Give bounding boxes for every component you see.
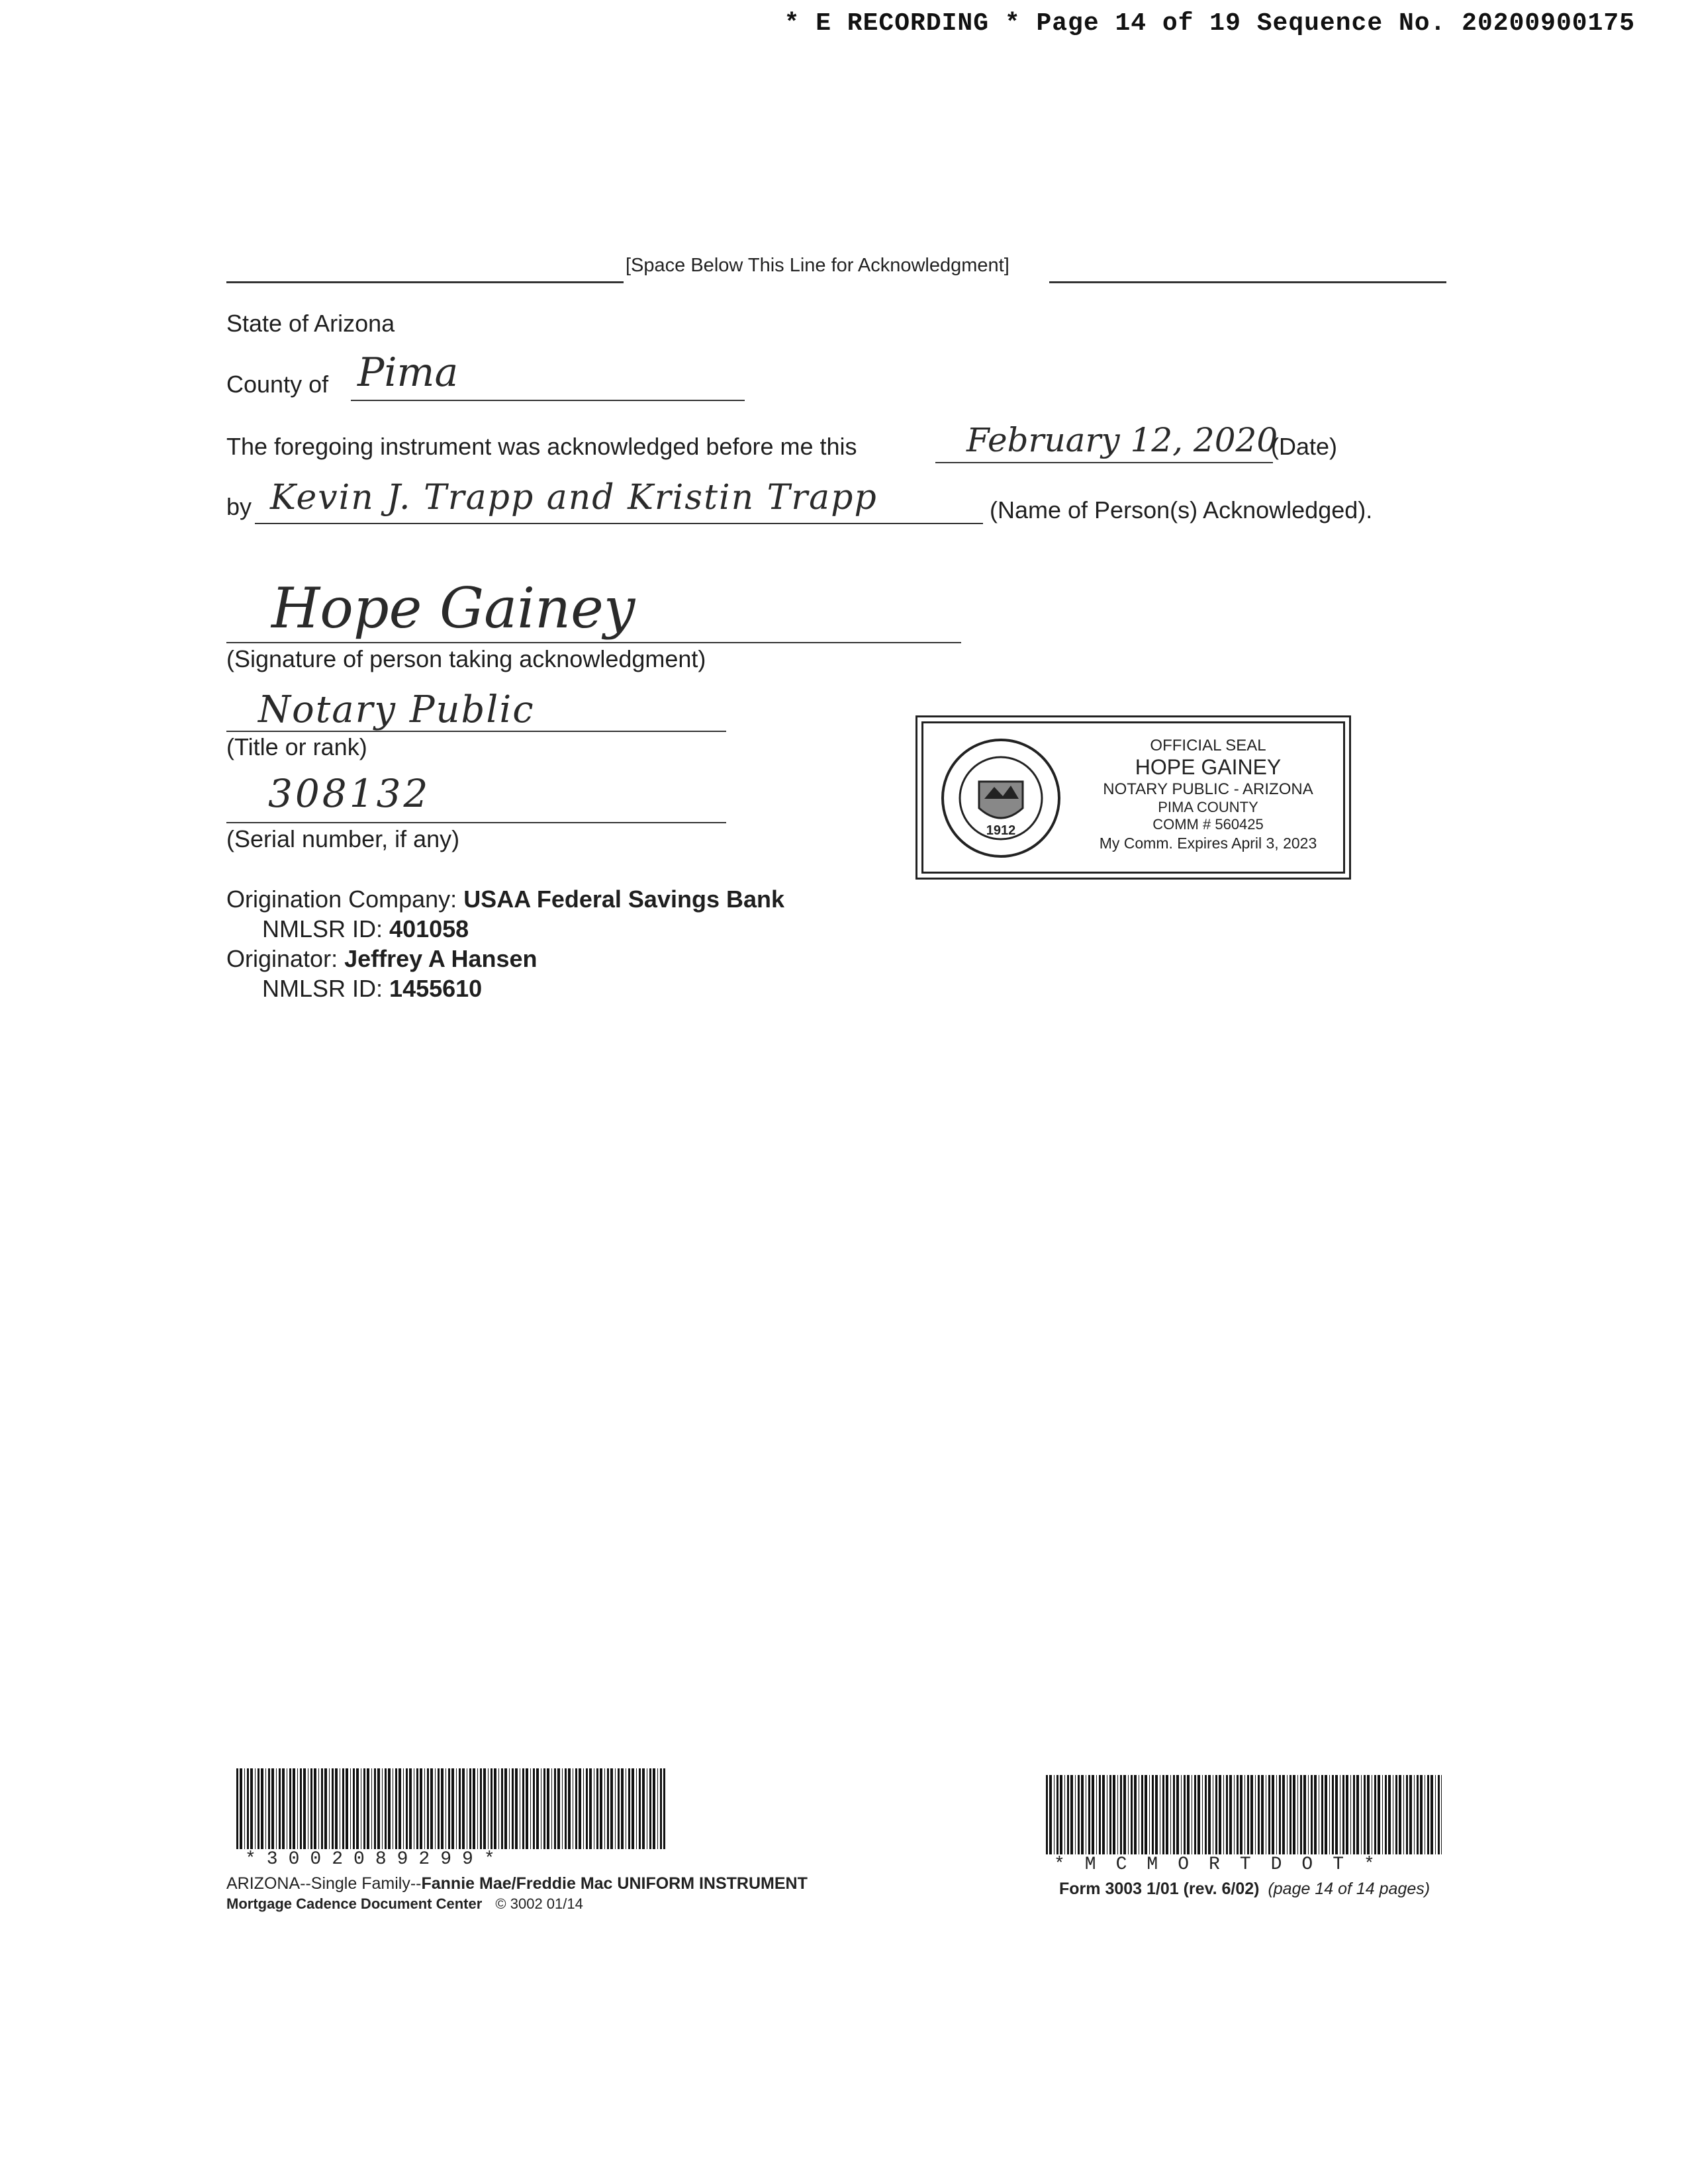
originator-label: Originator:	[226, 945, 338, 972]
persons-underline	[255, 523, 983, 524]
county-label: County of	[226, 371, 329, 398]
serial-caption: (Serial number, if any)	[226, 825, 460, 852]
originator-value: Jeffrey A Hansen	[344, 945, 538, 972]
seal-emblem-year: 1912	[986, 823, 1016, 838]
originator-nmlsr-line	[262, 975, 482, 1003]
left-footer-line1-prefix: ARIZONA--Single Family--	[226, 1874, 422, 1893]
seal-county: PIMA COUNTY	[1158, 799, 1258, 815]
right-barcode	[1046, 1775, 1442, 1854]
seal-expiration: My Comm. Expires April 3, 2023	[1099, 835, 1317, 852]
acknowledgment-divider-left	[226, 281, 624, 283]
persons-value: Kevin J. Trapp and Kristin Trapp	[270, 478, 878, 518]
left-footer-line2-text: Mortgage Cadence Document Center	[226, 1895, 483, 1912]
by-label: by	[226, 493, 252, 520]
originator-nmlsr-value: 1455610	[389, 975, 483, 1002]
serial-underline	[226, 822, 726, 823]
origination-company-line	[226, 886, 784, 913]
left-barcode	[236, 1768, 665, 1849]
origination-company-label: Origination Company:	[226, 886, 457, 913]
date-suffix: (Date)	[1271, 433, 1338, 460]
signature-underline	[226, 642, 961, 643]
left-barcode-text: *3002089299*	[245, 1849, 506, 1870]
persons-suffix: (Name of Person(s) Acknowledged).	[990, 496, 1373, 523]
seal-official-label: OFFICIAL SEAL	[1150, 737, 1266, 754]
right-footer-pages: (page 14 of 14 pages)	[1268, 1880, 1430, 1898]
origination-company-value: USAA Federal Savings Bank	[463, 886, 785, 913]
left-footer-line2	[226, 1895, 583, 1913]
seal-commission-number: COMM # 560425	[1152, 816, 1264, 833]
recording-header: * E RECORDING * Page 14 of 19 Sequence No. 20200900175	[784, 9, 1635, 38]
acknowledgment-divider-caption: [Space Below This Line for Acknowledgment]	[626, 255, 1009, 276]
title-caption: (Title or rank)	[226, 733, 367, 760]
right-footer-form: Form 3003 1/01 (rev. 6/02)	[1059, 1880, 1260, 1898]
left-footer-line1-bold: Fannie Mae/Freddie Mac UNIFORM INSTRUMENT	[421, 1874, 808, 1893]
left-footer-line2-suffix: © 3002 01/14	[495, 1895, 583, 1912]
left-footer-line1	[226, 1874, 808, 1893]
county-value: Pima	[357, 349, 459, 396]
notary-seal	[921, 721, 1345, 874]
company-nmlsr-label: NMLSR ID:	[262, 915, 383, 942]
originator-line	[226, 945, 538, 973]
state-seal-emblem-icon	[938, 735, 1064, 861]
notary-signature: Hope Gainey	[271, 576, 635, 641]
right-barcode-text: *MCMORTDOT*	[1054, 1854, 1395, 1875]
acknowledgment-divider-right	[1049, 281, 1446, 283]
title-value: Notary Public	[258, 688, 535, 731]
seal-notary-name: HOPE GAINEY	[1135, 755, 1282, 779]
date-underline	[935, 462, 1273, 463]
serial-value: 308132	[268, 771, 431, 816]
state-line: State of Arizona	[226, 310, 395, 337]
originator-nmlsr-label: NMLSR ID:	[262, 975, 383, 1002]
title-underline	[226, 731, 726, 732]
county-underline	[351, 400, 745, 401]
right-footer-line1	[1059, 1880, 1430, 1899]
company-nmlsr-value: 401058	[389, 915, 469, 942]
signature-caption: (Signature of person taking acknowledgment)	[226, 645, 706, 672]
company-nmlsr-line	[262, 915, 469, 943]
foregoing-text: The foregoing instrument was acknowledged before me this	[226, 433, 857, 460]
seal-notary-title: NOTARY PUBLIC - ARIZONA	[1103, 780, 1313, 798]
date-value: February 12, 2020	[966, 421, 1278, 459]
